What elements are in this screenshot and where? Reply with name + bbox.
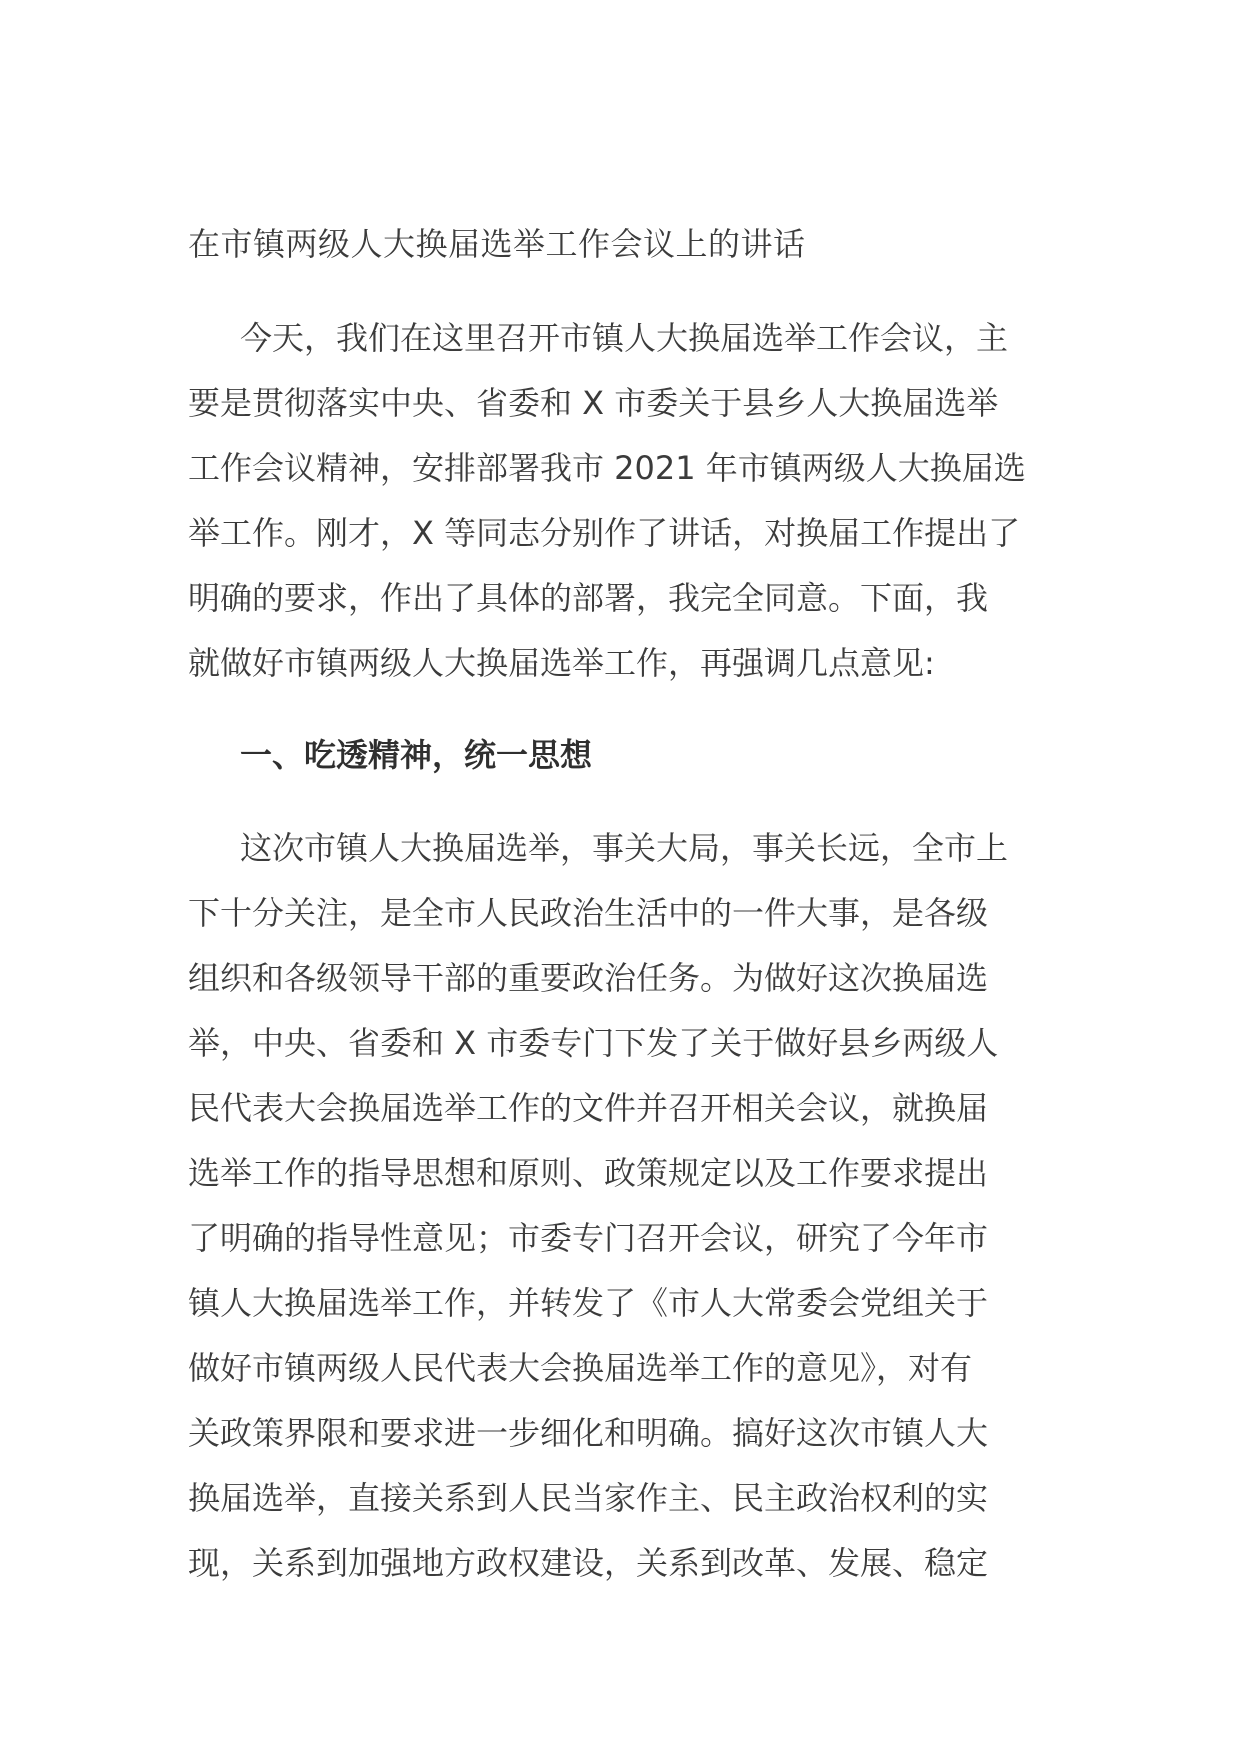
- paragraph-line: 民代表大会换届选举工作的文件并召开相关会议，就换届: [188, 1089, 989, 1127]
- paragraph-line: 就做好市镇两级人大换届选举工作，再强调几点意见:: [188, 644, 935, 682]
- paragraph-line: 下十分关注，是全市人民政治生活中的一件大事，是各级: [188, 894, 989, 932]
- paragraph-line: 组织和各级领导干部的重要政治任务。为做好这次换届选: [188, 959, 989, 997]
- paragraph-line: 选举工作的指导思想和原则、政策规定以及工作要求提出: [188, 1154, 989, 1192]
- paragraph-line: 这次市镇人大换届选举，事关大局，事关长远，全市上: [240, 829, 1009, 867]
- paragraph-line: 举工作。刚才，X 等同志分别作了讲话，对换届工作提出了: [188, 514, 1021, 552]
- paragraph-line: 明确的要求，作出了具体的部署，我完全同意。下面，我: [188, 579, 989, 617]
- paragraph-line: 换届选举，直接关系到人民当家作主、民主政治权利的实: [188, 1479, 989, 1517]
- section-heading: 一、吃透精神，统一思想: [240, 736, 593, 774]
- paragraph-section-1: [188, 816, 1056, 1596]
- paragraph-line: 现，关系到加强地方政权建设，关系到改革、发展、稳定: [188, 1544, 989, 1582]
- paragraph-line: 工作会议精神，安排部署我市 2021 年市镇两级人大换届选: [188, 449, 1026, 487]
- paragraph-line: 镇人大换届选举工作，并转发了《市人大常委会党组关于: [188, 1284, 989, 1322]
- paragraph-line: 关政策界限和要求进一步细化和明确。搞好这次市镇人大: [188, 1414, 989, 1452]
- paragraph-line: 做好市镇两级人民代表大会换届选举工作的意见》，对有: [188, 1349, 973, 1387]
- paragraph-line: 今天，我们在这里召开市镇人大换届选举工作会议，主: [240, 319, 1009, 357]
- paragraph-line: 了明确的指导性意见；市委专门召开会议，研究了今年市: [188, 1219, 989, 1257]
- document-title: 在市镇两级人大换届选举工作会议上的讲话: [188, 225, 806, 263]
- paragraph-line: 要是贯彻落实中央、省委和 X 市委关于县乡人大换届选举: [188, 384, 999, 422]
- paragraph-intro: [188, 306, 1056, 696]
- paragraph-line: 举，中央、省委和 X 市委专门下发了关于做好县乡两级人: [188, 1024, 999, 1062]
